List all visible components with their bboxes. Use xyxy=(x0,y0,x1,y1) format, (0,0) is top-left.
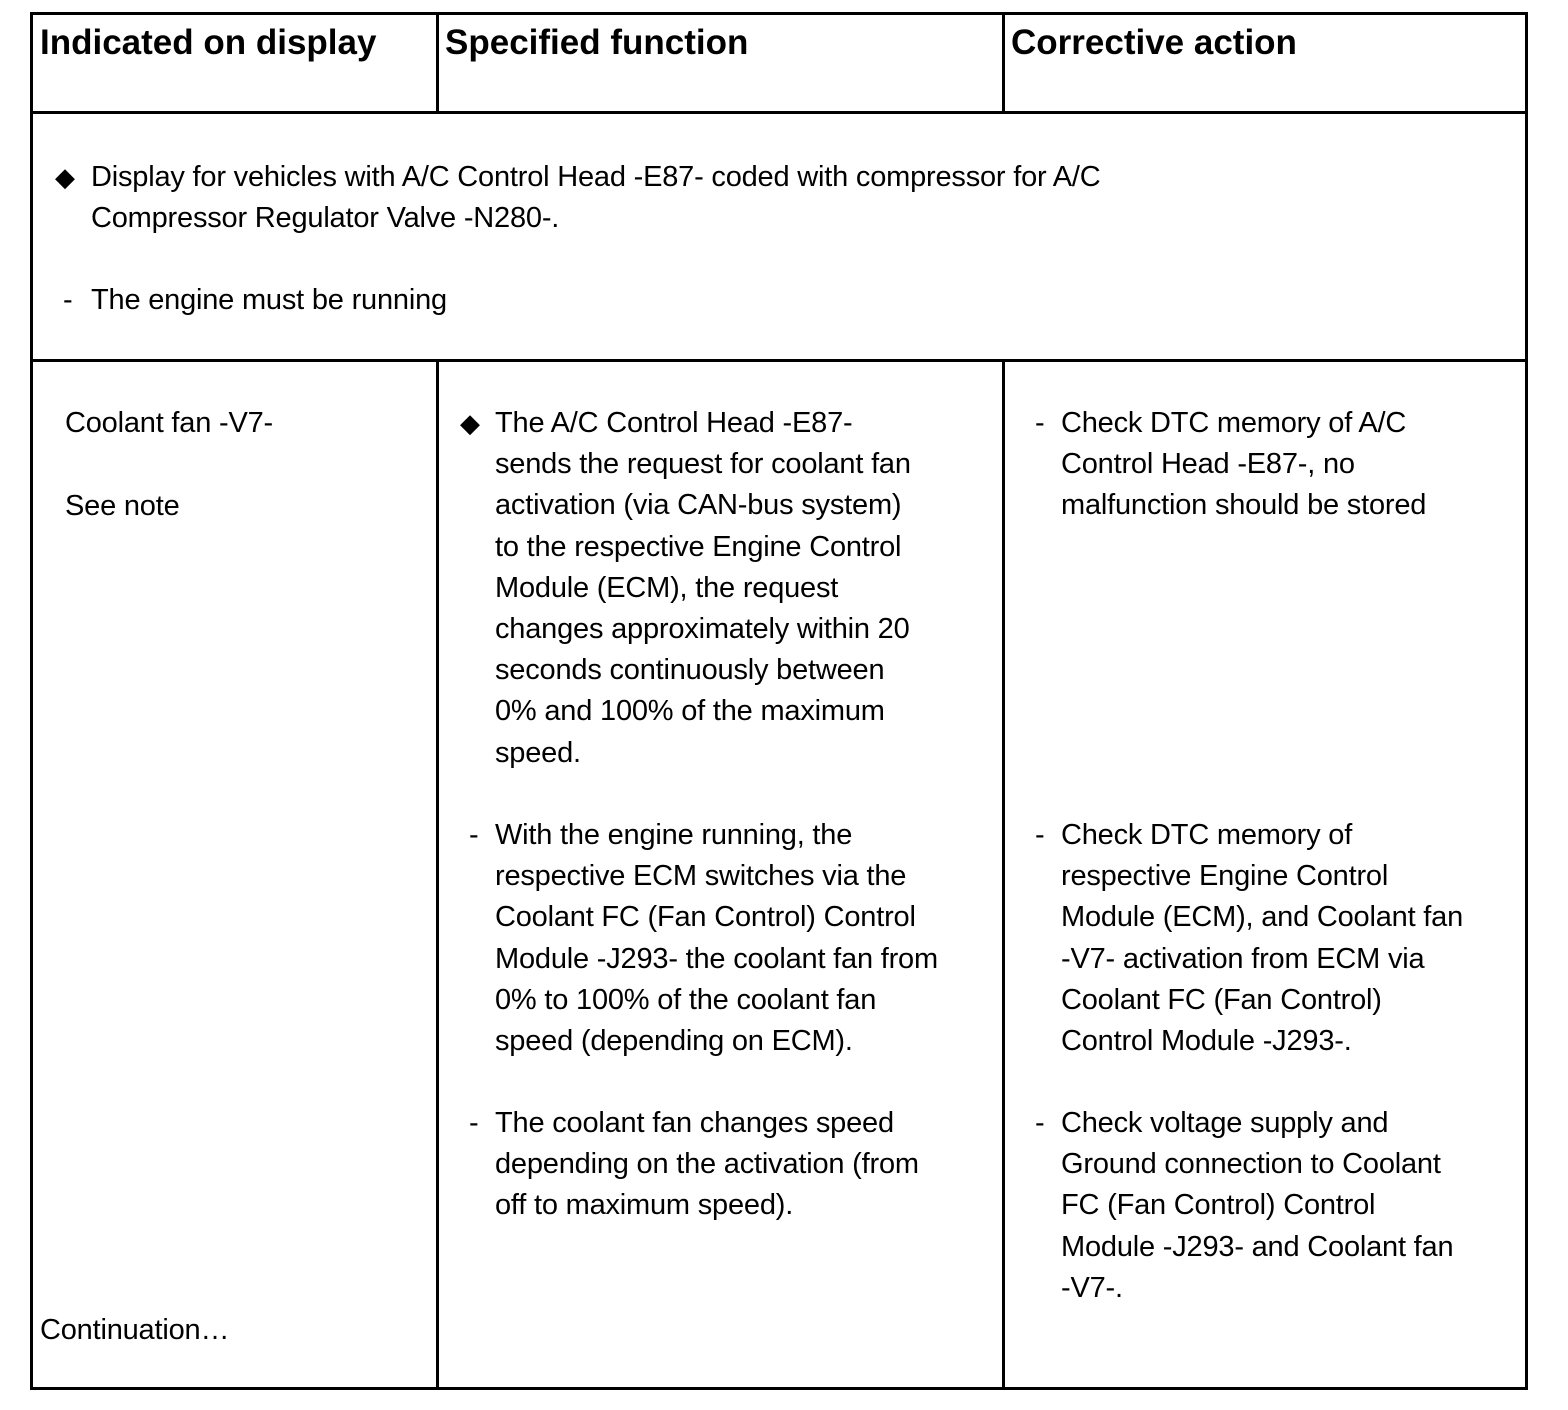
dash-marker: - xyxy=(1035,1107,1045,1139)
dash-marker: - xyxy=(469,819,479,851)
dash-marker: - xyxy=(469,1107,479,1139)
header-col-divider-2 xyxy=(1002,15,1005,111)
corrective-item-3: Check voltage supply and Ground connection to Coolant FC (Fan Control) Control Module -J293- and Coolant fan -V7-. xyxy=(1061,1107,1454,1304)
info-bullet-line-1: Display for vehicles with A/C Control Head -E87- coded with compressor for A/C xyxy=(91,161,1101,193)
specified-item-1: The A/C Control Head -E87- sends the request for coolant fan activation (via CAN-bus system) to the respective Engine Control Module (ECM), the request changes approximately within 20 seconds continuously between 0% and 100% of the maximum speed. xyxy=(495,407,911,769)
indicated-label: Coolant fan -V7- xyxy=(65,407,273,439)
header-specified-function: Specified function xyxy=(445,23,749,62)
diagnostic-table xyxy=(30,12,1528,1390)
dash-marker: - xyxy=(1035,407,1045,439)
specified-item-2: With the engine running, the respective ECM switches via the Coolant FC (Fan Control) Control Module -J293- the coolant fan from 0% to 100% of the coolant fan speed (depending on ECM). xyxy=(495,819,938,1058)
dash-marker: - xyxy=(63,284,73,316)
dash-marker: - xyxy=(1035,819,1045,851)
indicated-note: See note xyxy=(65,490,180,522)
diamond-bullet-icon: ◆ xyxy=(55,162,75,192)
info-dash-text: The engine must be running xyxy=(91,284,447,316)
info-row-divider xyxy=(33,359,1525,362)
continuation-text: Continuation… xyxy=(40,1314,230,1346)
diamond-bullet-icon: ◆ xyxy=(460,408,480,438)
header-divider xyxy=(33,111,1525,114)
header-corrective-action: Corrective action xyxy=(1011,23,1297,62)
info-bullet-line-2: Compressor Regulator Valve -N280-. xyxy=(91,202,560,234)
header-col-divider-1 xyxy=(436,15,439,111)
corrective-item-2: Check DTC memory of respective Engine Control Module (ECM), and Coolant fan -V7- activation from ECM via Coolant FC (Fan Control) Control Module -J293-. xyxy=(1061,819,1464,1058)
specified-item-3: The coolant fan changes speed depending on the activation (from off to maximum speed). xyxy=(495,1107,919,1222)
main-col-divider-2 xyxy=(1002,359,1005,1387)
main-col-divider-1 xyxy=(436,359,439,1387)
corrective-item-1: Check DTC memory of A/C Control Head -E87-, no malfunction should be stored xyxy=(1061,407,1427,522)
header-indicated-on-display: Indicated on display xyxy=(40,23,377,62)
